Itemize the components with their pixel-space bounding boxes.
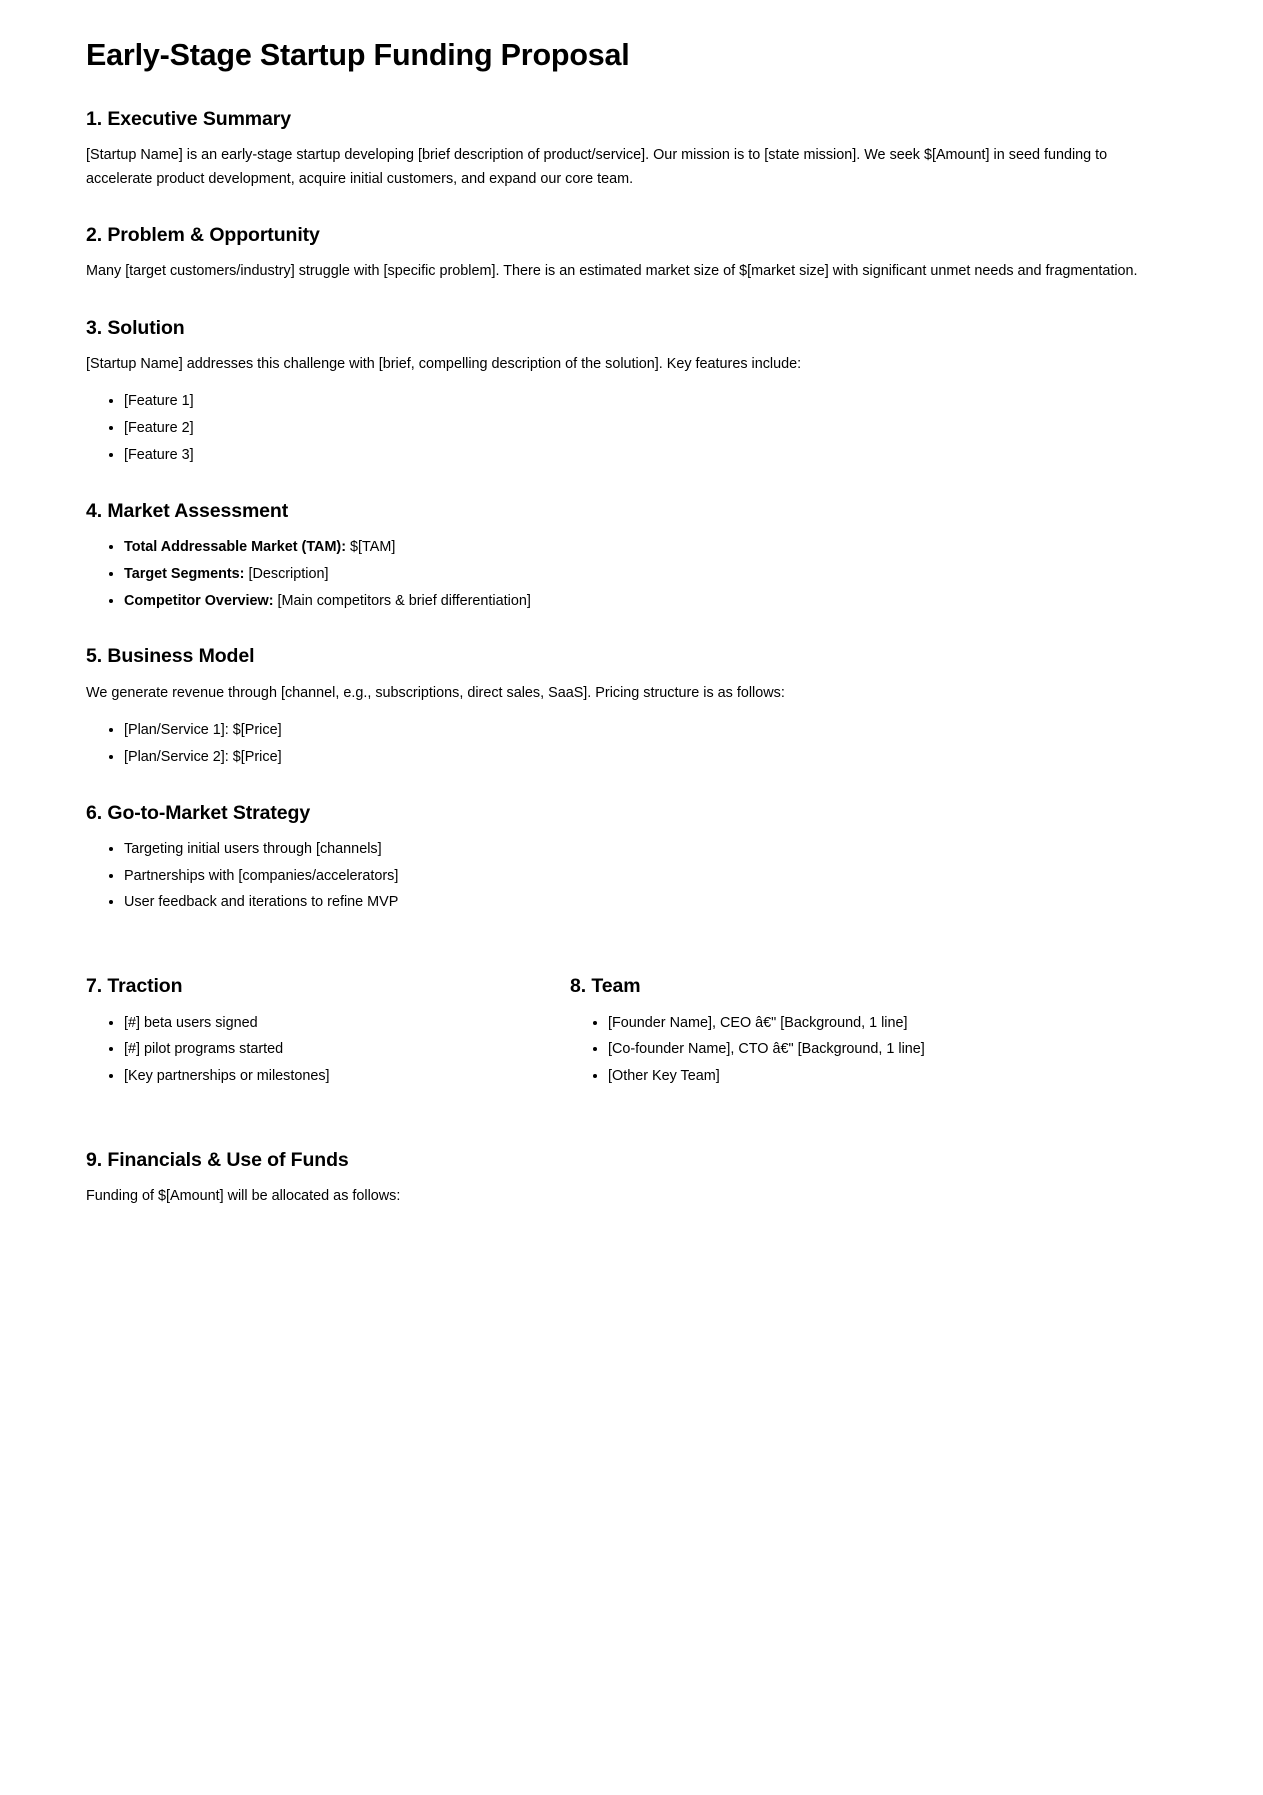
list-item: • [Founder Name], CEO â€" [Background, 1 line]	[608, 1012, 1176, 1035]
section-problem-opportunity	[86, 224, 1176, 284]
list-item: • [Feature 2]	[124, 417, 1176, 440]
section-heading-executive-summary: 1. Executive Summary	[86, 107, 292, 130]
section-heading-go-to-market-strategy: 6. Go-to-Market Strategy	[86, 801, 311, 824]
section-heading-problem-opportunity: 2. Problem & Opportunity	[86, 224, 320, 247]
section-paragraph-executive-summary: [Startup Name] is an early-stage startup developing [brief description of product/service]. Our mission is to [state mission]. We seek $[Amount] in seed funding to accelerate product development, acquire initial customers, and expand our core team.	[86, 147, 1108, 187]
list-item-label: Competitor Overview:	[124, 592, 274, 609]
list-item-value: $[TAM]	[346, 539, 396, 556]
section-business-model	[86, 645, 1176, 768]
section-paragraph-solution: [Startup Name] addresses this challenge with [brief, compelling description of the solution]. Key features include:	[86, 356, 802, 373]
pricing-list	[86, 719, 1176, 769]
section-go-to-market-strategy	[86, 802, 1176, 915]
traction-team-columns	[86, 975, 1176, 1088]
section-market-assessment	[86, 500, 1176, 613]
list-item: • Targeting initial users through [channels]	[124, 838, 1176, 861]
list-item: • [#] pilot programs started	[124, 1038, 570, 1061]
section-heading-business-model: 5. Business Model	[86, 645, 255, 668]
section-spacer	[86, 947, 1176, 975]
list-item-value: [Description]	[244, 565, 329, 582]
list-item: • [Other Key Team]	[608, 1065, 1176, 1088]
section-heading-market-assessment: 4. Market Assessment	[86, 499, 289, 522]
list-item	[124, 590, 1176, 613]
list-item: • [#] beta users signed	[124, 1012, 570, 1035]
section-heading-traction: 7. Traction	[86, 975, 183, 998]
column-traction	[86, 975, 1176, 1088]
section-spacer-2	[86, 1121, 1176, 1149]
team-list	[570, 1012, 1176, 1088]
list-item: • [Feature 1]	[124, 390, 1176, 413]
list-item	[124, 536, 1176, 559]
section-paragraph-problem-opportunity: Many [target customers/industry] struggle with [specific problem]. There is an estimated market size of $[market size] with significant unmet needs and fragmentation.	[86, 263, 1138, 280]
section-solution	[86, 317, 1176, 467]
section-paragraph-financials: Funding of $[Amount] will be allocated as follows:	[86, 1188, 401, 1205]
list-item: • [Feature 3]	[124, 444, 1176, 467]
proposal-document	[86, 38, 1176, 1242]
section-executive-summary	[86, 108, 1176, 191]
section-financials-use-of-funds	[86, 1149, 1176, 1209]
list-item	[124, 563, 1176, 586]
solution-feature-list	[86, 390, 1176, 466]
list-item: • User feedback and iterations to refine MVP	[124, 891, 1176, 914]
list-item: • [Co-founder Name], CTO â€" [Background, 1 line]	[608, 1038, 1176, 1061]
section-heading-solution: 3. Solution	[86, 316, 185, 339]
column-team	[570, 975, 1176, 1088]
market-assessment-list	[86, 536, 1176, 612]
section-heading-team: 8. Team	[570, 975, 641, 998]
go-to-market-list	[86, 838, 1176, 914]
list-item-label: Target Segments:	[124, 565, 245, 582]
traction-list	[86, 1012, 570, 1088]
list-item: • [Key partnerships or milestones]	[124, 1065, 570, 1088]
section-heading-financials: 9. Financials & Use of Funds	[86, 1148, 349, 1171]
list-item: • [Plan/Service 1]: $[Price]	[124, 719, 1176, 742]
section-paragraph-business-model: We generate revenue through [channel, e.g., subscriptions, direct sales, SaaS]. Pricing structure is as follows:	[86, 684, 785, 701]
list-item-value: [Main competitors & brief differentiation]	[273, 592, 531, 609]
page-title: Early-Stage Startup Funding Proposal	[86, 38, 630, 72]
list-item-label: Total Addressable Market (TAM):	[124, 539, 347, 556]
list-item: • Partnerships with [companies/accelerators]	[124, 865, 1176, 888]
list-item: • [Plan/Service 2]: $[Price]	[124, 746, 1176, 769]
